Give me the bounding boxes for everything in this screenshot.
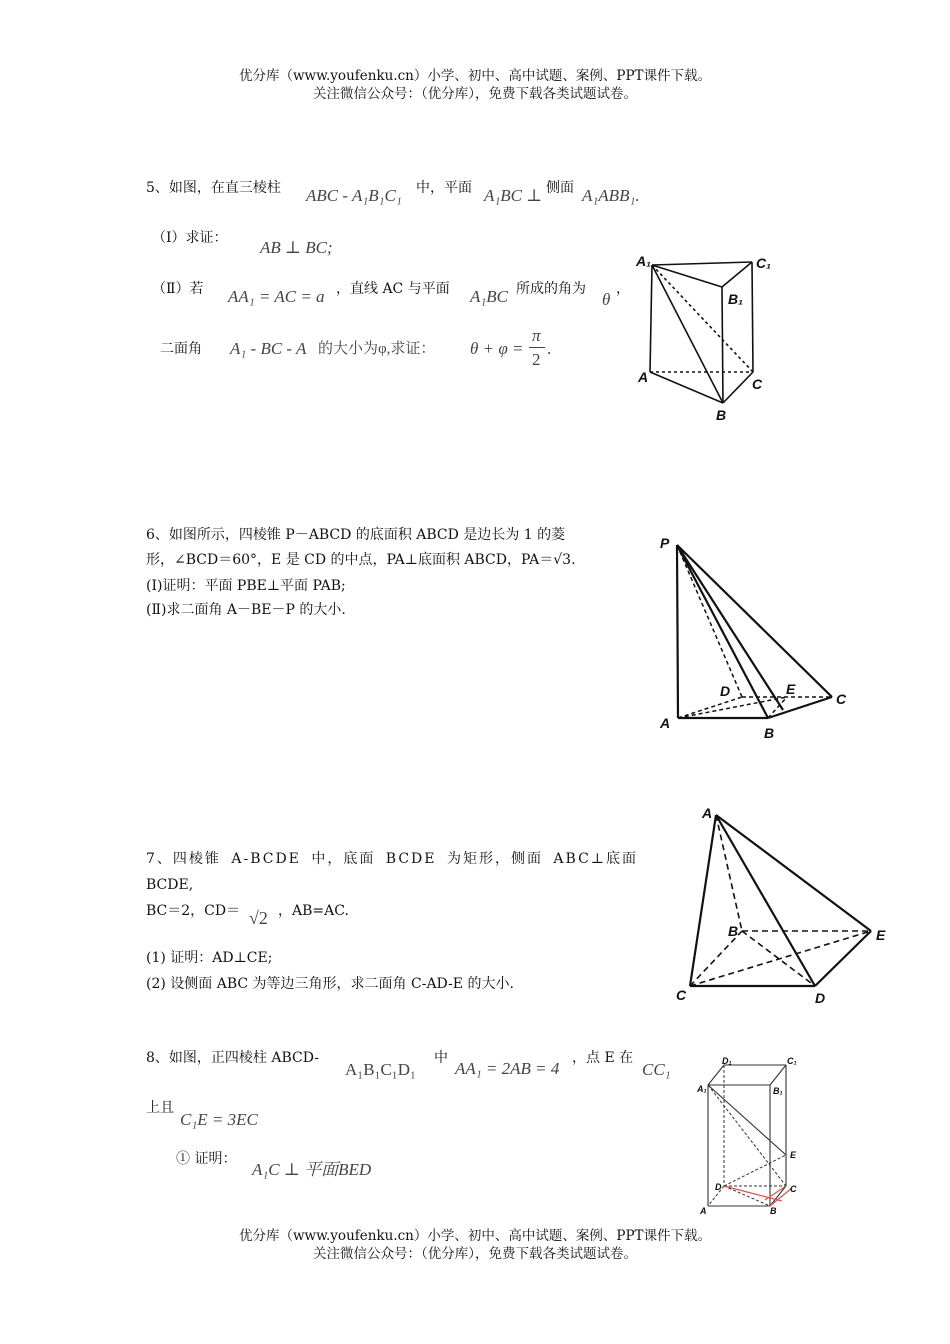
q8-zhong: 中 [434, 1050, 448, 1066]
q6-line-4: (Ⅱ)求二面角 A－BE－P 的大小. [146, 602, 346, 618]
q5-part3-math: A₁ - BC - A [230, 339, 307, 358]
q7-part-1: (1) 证明：AD⊥CE; [146, 950, 273, 966]
q5-dot: . [547, 339, 552, 358]
q5-side: 侧面 [546, 180, 574, 196]
q6-line-1: 6、如图所示，四棱锥 P－ABCD 的底面积 ABCD 是边长为 1 的菱 [146, 527, 566, 543]
q5-part3-text: 的大小为φ,求证： [318, 341, 436, 357]
q8-cc1: CC₁ [642, 1060, 671, 1079]
q5-part2-math: AA₁ = AC = a [228, 287, 325, 306]
q8-label-E: E [790, 1150, 797, 1160]
q8-label-C: C [790, 1184, 797, 1194]
q7-label-D: D [815, 990, 826, 1006]
q5-label-A: A [638, 369, 649, 385]
q5-part1-math: AB ⊥ BC; [260, 238, 333, 257]
q5-prism: ABC - A₁B₁C₁ [306, 186, 402, 205]
q5-part2-label: （Ⅱ）若 [152, 281, 204, 297]
q7-sqrt2: √2 [249, 908, 268, 928]
footer-line-2: 关注微信公众号：（优分库），免费下载各类试题试卷。 [313, 1246, 637, 1262]
q8-lead: 8、如图，正四棱柱 ABCD- [146, 1050, 319, 1066]
q7-label-E: E [876, 927, 886, 943]
q5-label-B1: B₁ [728, 291, 744, 307]
q8-part1-math: A₁C ⊥ 平面BED [252, 1160, 372, 1179]
q7-part-2: (2) 设侧面 ABC 为等边三角形，求二面角 C-AD-E 的大小. [146, 976, 514, 992]
q5-pi: π [532, 326, 541, 345]
header-line-2: 关注微信公众号：（优分库），免费下载各类试题试卷。 [313, 86, 637, 102]
q6-label-C: C [836, 691, 847, 707]
q5-theta: θ [602, 290, 611, 309]
q5-two: 2 [532, 350, 541, 369]
header-line-1: 优分库（www.youfenku.cn）小学、初中、高中试题、案例、PPT课件下载。 [238, 68, 712, 84]
q7-line-2: BCDE, [146, 877, 194, 893]
q7-label-C: C [676, 987, 687, 1003]
q8-text-2: ，点 E 在 [572, 1050, 634, 1066]
q8-label-B: B [770, 1206, 777, 1216]
q6-line-3: (I)证明：平面 PBE⊥平面 PAB; [146, 578, 346, 594]
q6-label-B: B [764, 725, 775, 741]
q6-label-P: P [660, 535, 670, 551]
q5-plane1: A₁BC ⊥ [484, 186, 543, 205]
q5-plane2: A₁ABB₁. [582, 186, 640, 205]
q5-part3-eq: θ + φ = [470, 339, 524, 358]
q8-prism: A₁B₁C₁D₁ [345, 1060, 416, 1079]
q7-line-1: 7、四棱锥 A-BCDE 中，底面 BCDE 为矩形，侧面 ABC⊥底面 [146, 851, 638, 867]
q5-part2-plane: A₁BC [470, 287, 509, 306]
q8-label-D1: D₁ [722, 1056, 732, 1066]
q5-label-C: C [752, 376, 763, 392]
q6-label-E: E [786, 681, 796, 697]
q6-label-A: A [660, 715, 671, 731]
q7-line-3c: ，AB=AC. [278, 903, 349, 919]
q8-label-C1: C₁ [787, 1056, 797, 1066]
q6-label-D: D [720, 683, 731, 699]
q5-part2-text: ，直线 AC 与平面 [336, 281, 450, 297]
q5-label-B: B [716, 407, 727, 423]
q5-lead: 5、如图，在直三棱柱 [146, 180, 281, 196]
footer-line-1: 优分库（www.youfenku.cn）小学、初中、高中试题、案例、PPT课件下载。 [238, 1228, 712, 1244]
q5-label-A1: A₁ [636, 253, 652, 269]
q5-comma: ， [616, 281, 630, 297]
q7-label-A: A [702, 805, 713, 821]
q5-part3-label: 二面角 [160, 341, 202, 357]
q8-condition: AA₁ = 2AB = 4 [455, 1059, 560, 1078]
q8-label-A1: A₁ [697, 1084, 707, 1094]
q8-label-B1: B₁ [773, 1086, 783, 1096]
q8-line-2: 上且 [146, 1100, 174, 1116]
q5-part2-tail: 所成的角为 [516, 281, 586, 297]
q8-label-D: D [715, 1182, 722, 1192]
q7-label-B: B [728, 923, 739, 939]
q8-c1e: C₁E = 3EC [180, 1110, 258, 1129]
q5-mid: 中，平面 [416, 180, 472, 196]
q8-label-A: A [700, 1206, 707, 1216]
q8-part1-label: ① 证明： [176, 1151, 237, 1167]
q7-line-3a: BC＝2，CD＝ [146, 903, 241, 919]
q5-label-C1: C₁ [756, 255, 772, 271]
q6-line-2: 形，∠BCD＝60°，E 是 CD 的中点，PA⊥底面积 ABCD，PA＝√3. [146, 552, 576, 568]
q5-part1-label: （Ⅰ）求证： [152, 230, 228, 246]
